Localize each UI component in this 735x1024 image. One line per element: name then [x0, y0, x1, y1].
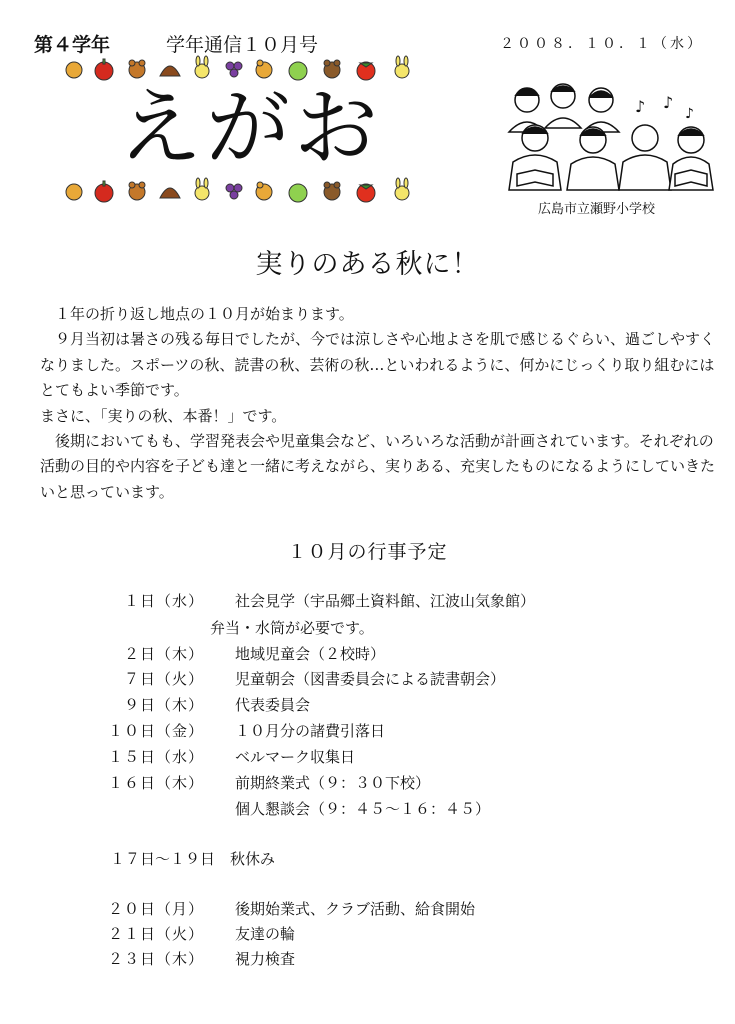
fruit-animal-decoration: [62, 176, 442, 206]
schedule-day: ２１日（火）: [107, 925, 204, 943]
schedule-day: ２０日（月）: [107, 900, 204, 918]
schedule-day: １０日（金）: [107, 722, 204, 740]
grade-label: 第４学年: [34, 34, 111, 56]
newsletter-title: えがお: [118, 79, 383, 177]
issue-date: ２００８．１０．１（水）: [500, 36, 704, 52]
schedule-event: 友達の輪: [235, 925, 296, 943]
svg-text:♪: ♪: [685, 106, 694, 122]
paragraph: 後期においてもも、学習発表会や児童集会など、いろいろな活動が計画されています。それぞれの活動の目的や内容を子ども達と一緒に考えながら、実りある、充実したものになるようにしていきたいと思っています。: [40, 432, 716, 501]
schedule-event: 前期終業式（９：３０下校）: [235, 774, 431, 792]
schedule-day: １６日（木）: [107, 774, 204, 792]
schedule-day: ９日（木）: [123, 696, 204, 714]
schedule-day: ７日（火）: [123, 670, 204, 688]
schedule-holiday: １７日～１９日 秋休み: [110, 850, 276, 868]
schedule-event: 後期始業式、クラブ活動、給食開始: [235, 900, 476, 918]
schedule-event: 社会見学（宇品郷土資料館、江波山気象館）: [235, 592, 536, 610]
schedule-day: ２３日（木）: [107, 950, 204, 968]
schedule-event: 地域児童会（２校時）: [235, 645, 386, 663]
paragraph: まさに、「実りの秋、本番！」です。: [40, 406, 287, 425]
paragraph: ９月当初は暑さの残る毎日でしたが、今では涼しさや心地よさを肌で感じるぐらい、過ごしやすくなりました。スポーツの秋、読書の秋、芸術の秋…といわれるように、何かにじっくり取り組むにはとてもよい季節です。: [40, 330, 716, 400]
schedule-event: 児童朝会（図書委員会による読書朝会）: [235, 670, 506, 688]
issue-label: 学年通信１０月号: [166, 34, 319, 56]
decoration-row-bottom: [62, 176, 442, 206]
paragraph: １年の折り返し地点の１０月が始まります。: [40, 305, 354, 323]
schedule-event: ベルマーク収集日: [235, 748, 356, 766]
schedule-day: １日（水）: [123, 592, 204, 610]
headline: 実りのある秋に！: [255, 249, 480, 280]
schedule-event: １０月分の諸費引落日: [235, 722, 386, 740]
singing-children-illustration: [495, 82, 717, 192]
schedule-title: １０月の行事予定: [287, 541, 448, 563]
svg-text:♪: ♪: [635, 97, 646, 116]
school-name: 広島市立瀬野小学校: [538, 202, 656, 217]
schedule-note: 弁当・水筒が必要です。: [210, 619, 374, 637]
schedule-event: 視力検査: [235, 950, 296, 968]
schedule-day: ２日（木）: [123, 645, 204, 663]
svg-text:♪: ♪: [663, 93, 674, 112]
schedule-event: 代表委員会: [235, 696, 311, 714]
schedule-day: １５日（水）: [107, 748, 204, 766]
body-text: [40, 302, 720, 505]
schedule-event: 個人懇談会（９：４５～１６：４５）: [235, 800, 491, 818]
